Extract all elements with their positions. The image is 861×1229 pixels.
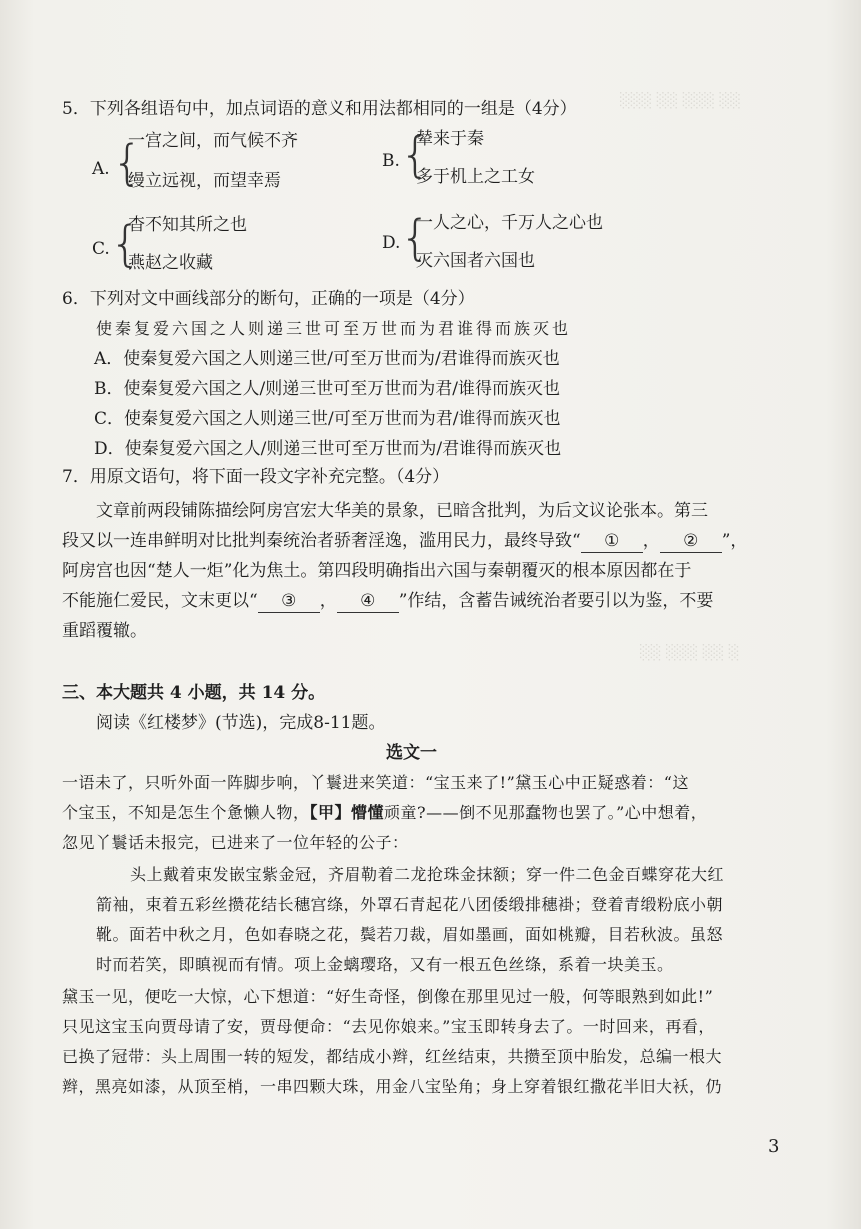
- page-number: 3: [768, 1136, 780, 1157]
- q5-option-c-brace: {: [110, 216, 141, 272]
- passage-para1-line2: 个宝玉，不知是怎生个惫懒人物，【甲】懵懂顽童?——倒不见那蠢物也罢了。”心中想着，: [62, 803, 708, 822]
- q7-stem: 7．用原文语句，将下面一段文字补充完整。（4分）: [62, 467, 450, 487]
- q5-option-b-line1: 辇来于秦: [416, 129, 484, 149]
- q6-stem: 6．下列对文中画线部分的断句，正确的一项是（4分）: [62, 289, 475, 309]
- passage-para2-line3: 已换了冠带：头上周围一转的短发，都结成小辫，红丝结束，共攒至顶中胎发，总编一根大: [62, 1047, 723, 1066]
- passage-para2-line1: 黛玉一见，便吃一大惊，心下想道：“好生奇怪，倒像在那里见过一般，何等眼熟到如此!”: [62, 987, 714, 1006]
- q5-option-b-label: B.: [382, 151, 400, 171]
- q7-paragraph-line5: 重蹈覆辙。: [62, 621, 147, 641]
- q5-option-d-line1: 一人之心，千万人之心也: [416, 213, 603, 233]
- passage-quote-line4: 时而若笑，即瞋视而有情。项上金螭璎珞，又有一根五色丝绦，系着一块美玉。: [96, 955, 674, 974]
- q5-option-a-line2: 缦立远视，而望幸焉: [128, 171, 281, 191]
- passage-quote-line1: 头上戴着束发嵌宝紫金冠，齐眉勒着二龙抢珠金抹额；穿一件二色金百蝶穿花大红: [130, 865, 725, 884]
- q5-option-c-line1: 杳不知其所之也: [128, 215, 247, 235]
- q5-option-c-label: C.: [92, 239, 110, 259]
- q5-option-a-brace: {: [112, 135, 143, 191]
- q6-option-c: C．使秦复爱六国之人则递三世/可至万世而为君/谁得而族灭也: [94, 409, 561, 429]
- q6-option-b: B．使秦复爱六国之人/则递三世可至万世而为君/谁得而族灭也: [94, 379, 560, 399]
- q7-paragraph-line2: 段又以一连串鲜明对比批判秦统治者骄奢淫逸，滥用民力，最终导致“ ① ， ② ”，: [62, 531, 748, 551]
- q5-option-b-brace: {: [400, 127, 431, 183]
- marker-jia: 【甲】: [309, 803, 352, 822]
- q5-option-d-brace: {: [400, 210, 431, 266]
- q5-option-d-line2: 灭六国者六国也: [416, 251, 535, 271]
- q5-option-d-label: D.: [382, 233, 401, 253]
- q7-blank-3[interactable]: ③: [258, 590, 320, 613]
- q5-option-a-line1: 一宫之间，而气候不齐: [128, 131, 298, 151]
- passage-quote-line3: 靴。面若中秋之月，色如春晓之花，鬓若刀裁，眉如墨画，面如桃瓣，目若秋波。虽怒: [96, 925, 724, 944]
- term-mengdong: 懵懂: [351, 803, 385, 822]
- q6-option-d: D．使秦复爱六国之人/则递三世可至万世而为/君谁得而族灭也: [94, 439, 562, 459]
- q7-paragraph-line3: 阿房宫也因“楚人一炬”化为焦土。第四段明确指出六国与秦朝覆灭的根本原因都在于: [62, 561, 692, 581]
- q5-option-b-line2: 多于机上之工女: [416, 167, 535, 187]
- passage-para1-line1: 一语未了，只听外面一阵脚步响，丫鬟进来笑道：“宝玉来了!”黛玉心中正疑惑着：“这: [62, 773, 689, 792]
- q7-blank-1[interactable]: ①: [581, 530, 643, 553]
- bleed-through-texture: ░░░ ░░ ░░░ ░░: [620, 93, 742, 109]
- q7-blank-4[interactable]: ④: [337, 590, 399, 613]
- q6-option-a: A．使秦复爱六国之人则递三世/可至万世而为/君谁得而族灭也: [94, 349, 560, 369]
- section3-heading: 三、本大题共 4 小题，共 14 分。: [62, 683, 326, 703]
- q5-option-a-label: A.: [92, 159, 110, 179]
- q7-paragraph-line4: 不能施仁爱民，文末更以“ ③ ， ④ ”作结，含蓄告诫统治者要引以为鉴，不要: [62, 591, 714, 611]
- passage-para2-line2: 只见这宝玉向贾母请了安，贾母便命：“去见你娘来。”宝玉即转身去了。一时回来，再看，: [62, 1017, 715, 1036]
- q7-blank-2[interactable]: ②: [660, 530, 722, 553]
- passage-quote-line2: 箭袖，束着五彩丝攒花结长穗宫绦，外罩石青起花八团倭缎排穗褂；登着青缎粉底小朝: [96, 895, 724, 914]
- passage-para2-line4: 辫，黑亮如漆，从顶至梢，一串四颗大珠，用金八宝坠角；身上穿着银红撒花半旧大袄，仍: [62, 1077, 723, 1096]
- q6-sentence: 使秦复爱六国之人则递三世可至万世而为君谁得而族灭也: [96, 319, 572, 338]
- q5-option-c-line2: 燕赵之收藏: [128, 253, 213, 273]
- q7-paragraph-line1: 文章前两段铺陈描绘阿房宫宏大华美的景象，已暗含批判，为后文议论张本。第三: [96, 501, 708, 521]
- passage-title: 选文一: [386, 743, 437, 763]
- passage-para1-line3: 忽见丫鬟话未报完，已进来了一位年轻的公子：: [62, 833, 409, 852]
- q5-stem: 5．下列各组语句中，加点词语的意义和用法都相同的一组是（4分）: [62, 99, 577, 119]
- bleed-through-texture: ░░ ░░░ ░░ ░: [640, 645, 740, 661]
- section3-instruction: 阅读《红楼梦》(节选)，完成8-11题。: [96, 713, 386, 733]
